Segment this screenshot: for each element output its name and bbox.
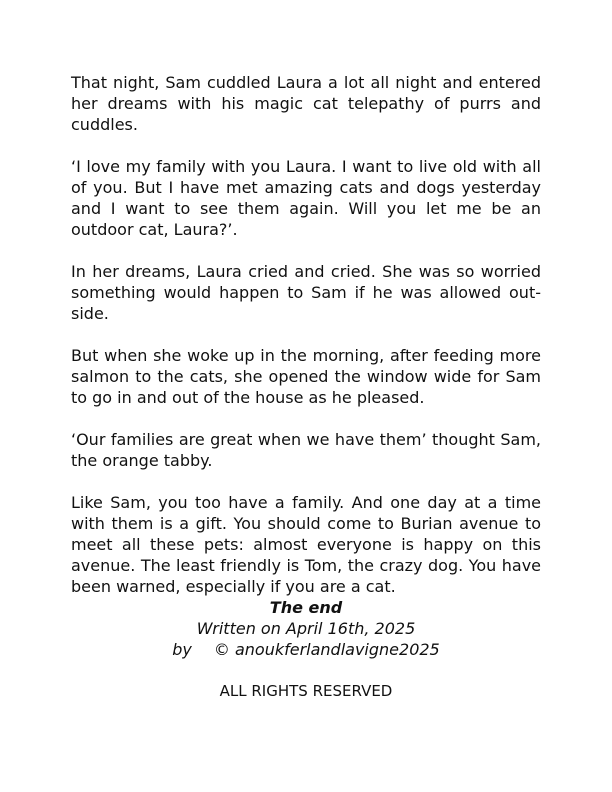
the-end-heading: The end	[269, 598, 343, 617]
story-page	[71, 72, 541, 702]
story-paragraph-3: In her dreams, Laura cried and cried. She was so worried something would happen to Sam if he was allowed outside.	[71, 262, 541, 323]
written-date: Written on April 16th, 2025	[196, 619, 416, 638]
story-paragraph-1: That night, Sam cuddled Laura a lot all night and entered her dreams with his magic cat telepathy of purrs and cuddles.	[71, 73, 541, 134]
rights-notice: ALL RIGHTS RESERVED	[219, 682, 393, 700]
story-paragraph-2: ‘I love my family with you Laura. I want to live old with all of you. But I have met amazing cats and dogs yesterday and I want to see them again. Will you let me be an outdoor cat, Laura?’.	[71, 157, 541, 239]
closing-section	[71, 597, 541, 702]
byline-author: © anoukferlandlavigne2025	[213, 640, 440, 659]
story-paragraph-5: ‘Our families are great when we have them’ thought Sam, the orange tabby.	[71, 430, 541, 470]
byline	[71, 639, 541, 660]
byline-by: by	[172, 640, 192, 659]
story-paragraph-4: But when she woke up in the morning, after feeding more salmon to the cats, she opened the window wide for Sam to go in and out of the house as he pleased.	[71, 346, 541, 407]
story-paragraph-6: Like Sam, you too have a family. And one day at a time with them is a gift. You should come to Burian avenue to meet all these pets: almost everyone is happy on this avenue. The least friendly is Tom, the crazy dog. You have been warned, especially if you are a cat.	[71, 493, 541, 596]
